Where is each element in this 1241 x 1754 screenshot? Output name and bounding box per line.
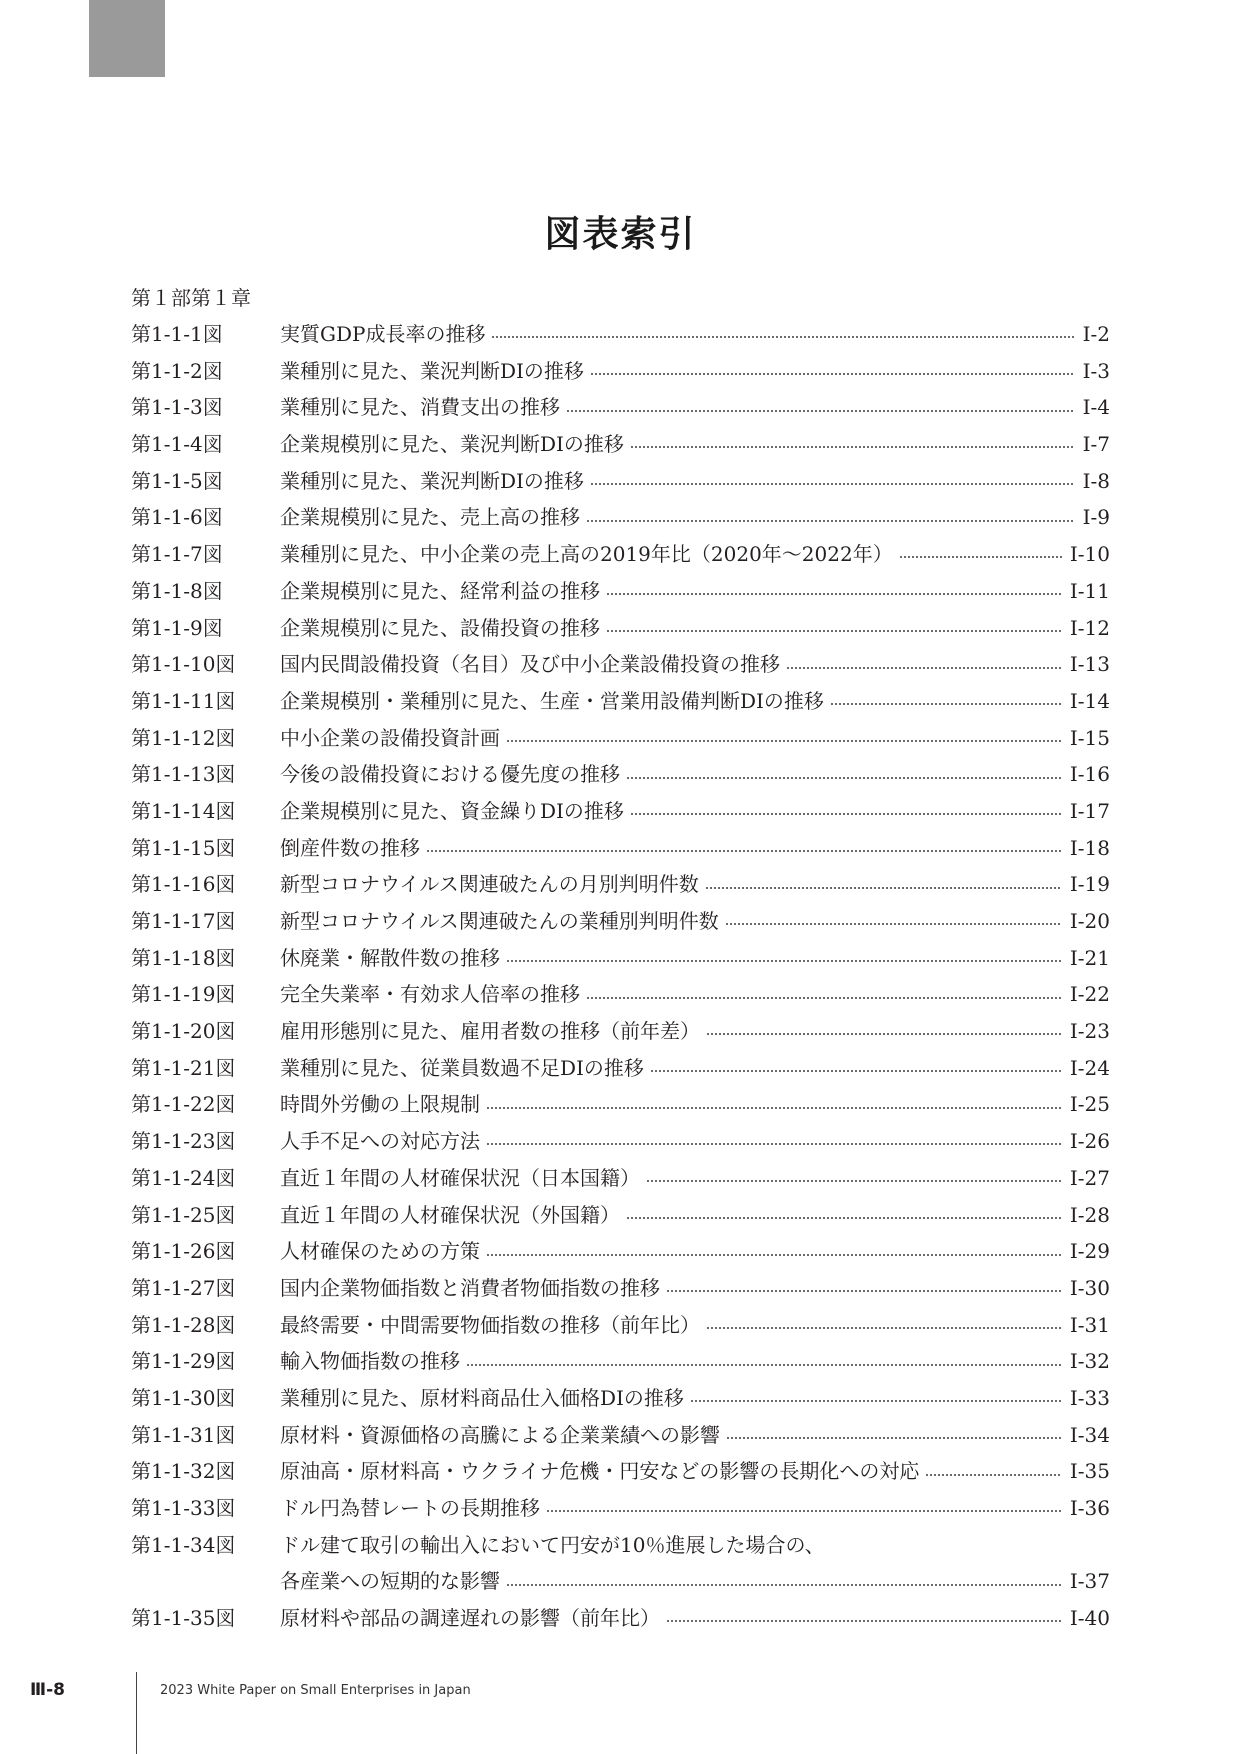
page-reference: Ⅰ-17 [1069, 798, 1110, 823]
page-reference: Ⅰ-26 [1069, 1129, 1110, 1154]
figure-title: 輸入物価指数の推移 [280, 1349, 460, 1374]
toc-entry[interactable] [131, 426, 1110, 463]
figure-number: 第1-1-31図 [131, 1422, 236, 1447]
figure-title: 人手不足への対応方法 [280, 1129, 480, 1154]
figure-title: 企業規模別に見た、資金繰りDIの推移 [280, 798, 624, 823]
figure-title: 企業規模別・業種別に見た、生産・営業用設備判断DIの推移 [280, 688, 824, 713]
figure-index-list [131, 316, 1110, 1637]
toc-entry[interactable] [131, 976, 1110, 1013]
figure-entry-line [280, 1123, 1110, 1160]
page-reference: Ⅰ-24 [1069, 1055, 1110, 1080]
figure-title: ドル円為替レートの長期推移 [280, 1496, 540, 1520]
figure-title: 業種別に見た、従業員数過不足DIの推移 [280, 1055, 644, 1080]
figure-entry-line [280, 1270, 1110, 1307]
dot-leader [646, 1180, 1062, 1182]
page-reference: Ⅰ-14 [1069, 688, 1110, 713]
dot-leader [786, 667, 1062, 669]
figure-entry-line [280, 830, 1110, 867]
figure-title: 直近１年間の人材確保状況（外国籍） [280, 1202, 620, 1227]
toc-entry[interactable] [131, 683, 1110, 720]
figure-title: 業種別に見た、原材料商品仕入価格DIの推移 [280, 1385, 684, 1410]
dot-leader [650, 1070, 1062, 1072]
toc-entry[interactable] [131, 1197, 1110, 1234]
page-reference: Ⅰ-15 [1069, 725, 1110, 750]
dot-leader [690, 1400, 1062, 1402]
figure-entry-line [280, 1343, 1110, 1380]
figure-title: 企業規模別に見た、業況判断DIの推移 [280, 432, 624, 457]
dot-leader [590, 483, 1075, 485]
page-reference: Ⅰ-27 [1069, 1165, 1110, 1190]
section-heading: 第１部第１章 [131, 286, 251, 310]
figure-title: 最終需要・中間需要物価指数の推移（前年比） [280, 1312, 700, 1337]
figure-entry-line [280, 903, 1110, 940]
figure-number: 第1-1-13図 [131, 762, 236, 787]
page-reference: Ⅰ-23 [1069, 1019, 1110, 1044]
dot-leader [626, 1217, 1062, 1219]
toc-entry[interactable] [131, 1490, 1110, 1527]
page-reference: Ⅰ-18 [1069, 835, 1110, 860]
figure-number: 第1-1-1図 [131, 322, 223, 346]
figure-title: 企業規模別に見た、経常利益の推移 [280, 578, 600, 603]
dot-leader [606, 630, 1062, 632]
figure-number: 第1-1-18図 [131, 945, 236, 970]
figure-entry-line [280, 1490, 1110, 1527]
page-reference: Ⅰ-36 [1069, 1496, 1110, 1520]
figure-number: 第1-1-10図 [131, 652, 236, 677]
dot-leader [546, 1510, 1062, 1512]
toc-entry[interactable] [131, 720, 1110, 757]
dot-leader [725, 923, 1062, 925]
figure-number: 第1-1-15図 [131, 835, 236, 860]
figure-number: 第1-1-23図 [131, 1129, 236, 1154]
page-reference: Ⅰ-37 [1069, 1569, 1110, 1594]
figure-entry-line [280, 1563, 1110, 1600]
figure-entry-line [280, 866, 1110, 903]
toc-entry-continuation[interactable] [131, 1563, 1110, 1600]
page-reference: Ⅰ-4 [1082, 395, 1110, 420]
figure-entry-line [280, 646, 1110, 683]
figure-entry-line [280, 1197, 1110, 1234]
figure-title: 雇用形態別に見た、雇用者数の推移（前年差） [280, 1019, 700, 1044]
figure-number: 第1-1-11図 [131, 688, 236, 713]
figure-entry-line [280, 1527, 1110, 1564]
figure-entry-line [280, 573, 1110, 610]
page-reference: Ⅰ-9 [1082, 505, 1110, 530]
figure-title: 原材料・資源価格の高騰による企業業績への影響 [280, 1422, 720, 1447]
page-reference: Ⅰ-3 [1082, 358, 1110, 383]
page-reference: Ⅰ-11 [1069, 578, 1110, 603]
page-reference: Ⅰ-28 [1069, 1202, 1110, 1227]
figure-number: 第1-1-22図 [131, 1092, 236, 1117]
page-reference: Ⅰ-2 [1082, 322, 1110, 346]
dot-leader [666, 1620, 1062, 1622]
figure-entry-line [280, 1086, 1110, 1123]
dot-leader [705, 887, 1062, 889]
dot-leader [466, 1364, 1062, 1366]
dot-leader [706, 1033, 1062, 1035]
dot-leader [586, 520, 1075, 522]
figure-number: 第1-1-28図 [131, 1312, 236, 1337]
toc-entry[interactable] [131, 793, 1110, 830]
figure-number: 第1-1-14図 [131, 798, 236, 823]
figure-entry-line [280, 1600, 1110, 1637]
page-reference: Ⅰ-29 [1069, 1239, 1110, 1264]
figure-title: 企業規模別に見た、設備投資の推移 [280, 615, 600, 640]
dot-leader [590, 373, 1075, 375]
toc-entry[interactable] [131, 1050, 1110, 1087]
dot-leader [630, 813, 1062, 815]
page-reference: Ⅰ-32 [1069, 1349, 1110, 1374]
toc-entry[interactable] [131, 463, 1110, 500]
figure-number: 第1-1-4図 [131, 432, 223, 457]
figure-number: 第1-1-26図 [131, 1239, 236, 1264]
figure-number: 第1-1-32図 [131, 1459, 236, 1484]
page-title: 図表索引 [544, 214, 697, 256]
figure-number: 第1-1-19図 [131, 982, 236, 1007]
figure-entry-line [280, 463, 1110, 500]
toc-entry[interactable] [131, 1123, 1110, 1160]
page-reference: Ⅰ-33 [1069, 1385, 1110, 1410]
dot-leader [486, 1143, 1062, 1145]
figure-title: 業種別に見た、中小企業の売上高の2019年比（2020年～2022年） [280, 542, 893, 567]
figure-title-continuation: 各産業への短期的な影響 [280, 1569, 500, 1594]
figure-entry-line [280, 976, 1110, 1013]
figure-title: 中小企業の設備投資計画 [280, 725, 500, 750]
footer-page-number: Ⅲ-8 [30, 1680, 65, 1700]
toc-entry[interactable] [131, 1527, 1110, 1564]
figure-title: 時間外労働の上限規制 [280, 1092, 480, 1117]
figure-title: 業種別に見た、業況判断DIの推移 [280, 358, 584, 383]
figure-title: 国内企業物価指数と消費者物価指数の推移 [280, 1275, 660, 1300]
toc-entry[interactable] [131, 903, 1110, 940]
dot-leader [925, 1474, 1061, 1476]
figure-number: 第1-1-30図 [131, 1385, 236, 1410]
figure-entry-line [280, 1417, 1110, 1454]
figure-entry-line [280, 316, 1110, 353]
figure-entry-line [280, 1380, 1110, 1417]
dot-leader [506, 740, 1062, 742]
toc-entry[interactable] [131, 1160, 1110, 1197]
toc-entry[interactable] [131, 610, 1110, 647]
figure-title: 実質GDP成長率の推移 [280, 322, 486, 346]
toc-entry[interactable] [131, 830, 1110, 867]
figure-entry-line [280, 1160, 1110, 1197]
figure-entry-line [280, 536, 1110, 573]
page-reference: Ⅰ-40 [1069, 1606, 1110, 1631]
figure-title: 新型コロナウイルス関連破たんの業種別判明件数 [280, 909, 719, 933]
figure-title: 国内民間設備投資（名目）及び中小企業設備投資の推移 [280, 652, 780, 677]
dot-leader [566, 410, 1075, 412]
figure-entry-line [280, 756, 1110, 793]
figure-entry-line [280, 940, 1110, 977]
figure-title: 直近１年間の人材確保状況（日本国籍） [280, 1165, 640, 1190]
toc-entry[interactable] [131, 756, 1110, 793]
page-reference: Ⅰ-16 [1069, 762, 1110, 787]
toc-entry[interactable] [131, 1417, 1110, 1454]
footer-divider [136, 1672, 137, 1754]
figure-entry-line [280, 720, 1110, 757]
figure-number: 第1-1-17図 [131, 909, 236, 933]
figure-entry-line [280, 499, 1110, 536]
page-reference: Ⅰ-20 [1069, 909, 1110, 933]
figure-number: 第1-1-20図 [131, 1019, 236, 1044]
page-reference: Ⅰ-31 [1069, 1312, 1110, 1337]
figure-entry-line [280, 389, 1110, 426]
figure-entry-line [280, 793, 1110, 830]
dot-leader [666, 1290, 1062, 1292]
figure-entry-line [280, 1013, 1110, 1050]
figure-title: 休廃業・解散件数の推移 [280, 945, 500, 970]
footer-publication-title: 2023 White Paper on Small Enterprises in Japan [160, 1683, 471, 1698]
figure-title: 企業規模別に見た、売上高の推移 [280, 505, 580, 530]
page-reference: Ⅰ-30 [1069, 1275, 1110, 1300]
figure-entry-line [280, 1453, 1110, 1490]
dot-leader [706, 1327, 1062, 1329]
page-reference: Ⅰ-25 [1069, 1092, 1110, 1117]
toc-entry[interactable] [131, 866, 1110, 903]
figure-number: 第1-1-33図 [131, 1496, 236, 1520]
figure-title: 人材確保のための方策 [280, 1239, 480, 1264]
toc-entry[interactable] [131, 1233, 1110, 1270]
page-reference: Ⅰ-21 [1069, 945, 1110, 970]
figure-title: ドル建て取引の輸出入において円安が10％進展した場合の、 [280, 1532, 825, 1557]
figure-title: 業種別に見た、消費支出の推移 [280, 395, 560, 420]
dot-leader [630, 446, 1075, 448]
toc-entry[interactable] [131, 1380, 1110, 1417]
page-reference: Ⅰ-12 [1069, 615, 1110, 640]
page-reference: Ⅰ-34 [1069, 1422, 1110, 1447]
dot-leader [606, 593, 1062, 595]
figure-entry-line [280, 1307, 1110, 1344]
figure-number: 第1-1-6図 [131, 505, 223, 530]
figure-number: 第1-1-24図 [131, 1165, 236, 1190]
figure-entry-line [280, 426, 1110, 463]
toc-entry[interactable] [131, 940, 1110, 977]
figure-number: 第1-1-5図 [131, 468, 223, 493]
dot-leader [586, 997, 1062, 999]
page-reference: Ⅰ-13 [1069, 652, 1110, 677]
page-reference: Ⅰ-22 [1069, 982, 1110, 1007]
toc-entry[interactable] [131, 1600, 1110, 1637]
figure-number: 第1-1-34図 [131, 1532, 236, 1557]
toc-entry[interactable] [131, 1307, 1110, 1344]
figure-title: 業種別に見た、業況判断DIの推移 [280, 468, 584, 493]
figure-entry-line [280, 353, 1110, 390]
toc-entry[interactable] [131, 353, 1110, 390]
page-reference: Ⅰ-8 [1082, 468, 1110, 493]
dot-leader [726, 1437, 1062, 1439]
figure-number: 第1-1-8図 [131, 578, 223, 603]
page-reference: Ⅰ-19 [1069, 872, 1110, 897]
toc-entry[interactable] [131, 316, 1110, 353]
dot-leader [491, 336, 1074, 338]
figure-number: 第1-1-35図 [131, 1606, 236, 1631]
figure-entry-line [280, 1233, 1110, 1270]
figure-title: 原油高・原材料高・ウクライナ危機・円安などの影響の長期化への対応 [280, 1459, 920, 1484]
dot-leader [506, 1584, 1062, 1586]
figure-number: 第1-1-25図 [131, 1202, 236, 1227]
figure-number: 第1-1-21図 [131, 1055, 236, 1080]
toc-entry[interactable] [131, 573, 1110, 610]
dot-leader [486, 1254, 1062, 1256]
figure-title: 倒産件数の推移 [280, 835, 420, 860]
toc-entry[interactable] [131, 499, 1110, 536]
toc-entry[interactable] [131, 1013, 1110, 1050]
figure-entry-line [280, 683, 1110, 720]
figure-number: 第1-1-12図 [131, 725, 236, 750]
figure-number: 第1-1-9図 [131, 615, 223, 640]
toc-entry[interactable] [131, 1453, 1110, 1490]
toc-entry[interactable] [131, 1270, 1110, 1307]
dot-leader [426, 850, 1062, 852]
toc-entry[interactable] [131, 1086, 1110, 1123]
page-reference: Ⅰ-7 [1082, 432, 1110, 457]
figure-number: 第1-1-3図 [131, 395, 223, 420]
figure-title: 今後の設備投資における優先度の推移 [280, 762, 620, 787]
figure-number: 第1-1-27図 [131, 1275, 236, 1300]
figure-number: 第1-1-29図 [131, 1349, 236, 1374]
dot-leader [626, 777, 1062, 779]
dot-leader [506, 960, 1062, 962]
figure-entry-line [280, 1050, 1110, 1087]
figure-number: 第1-1-16図 [131, 872, 236, 897]
dot-leader [486, 1107, 1062, 1109]
page-reference: Ⅰ-35 [1069, 1459, 1110, 1484]
figure-title: 新型コロナウイルス関連破たんの月別判明件数 [280, 872, 699, 897]
figure-number: 第1-1-2図 [131, 358, 223, 383]
toc-entry[interactable] [131, 646, 1110, 683]
toc-entry[interactable] [131, 389, 1110, 426]
figure-title: 原材料や部品の調達遅れの影響（前年比） [280, 1606, 660, 1631]
figure-title: 完全失業率・有効求人倍率の推移 [280, 982, 580, 1007]
dot-leader [899, 556, 1062, 558]
figure-number: 第1-1-7図 [131, 542, 223, 567]
chapter-tab-marker [89, 0, 165, 77]
dot-leader [830, 703, 1062, 705]
toc-entry[interactable] [131, 1343, 1110, 1380]
figure-entry-line [280, 610, 1110, 647]
page-reference: Ⅰ-10 [1069, 542, 1110, 567]
toc-entry[interactable] [131, 536, 1110, 573]
